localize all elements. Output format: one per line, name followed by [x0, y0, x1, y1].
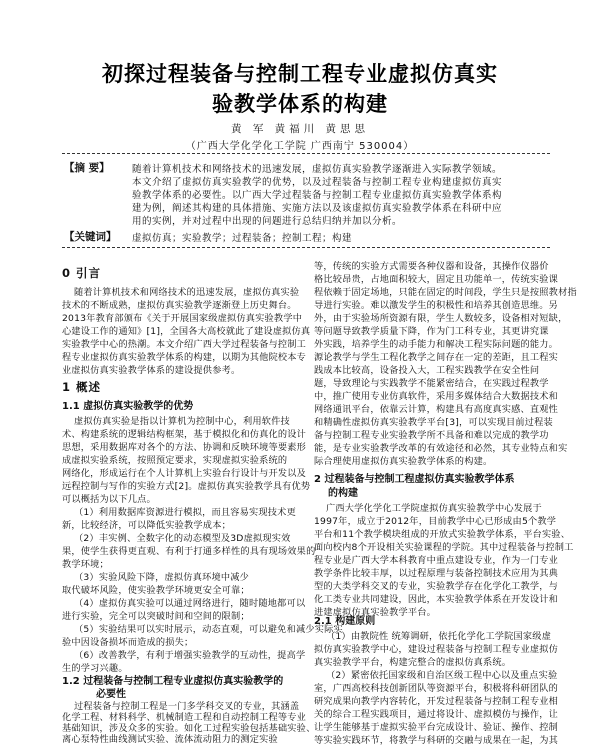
body-line: 研究成果向教学内容转化，开发过程装备与控制工程专业相 — [314, 696, 559, 707]
body-line: 教学条件比较丰厚，以过程原理与装备控制技术应用为其典 — [314, 568, 559, 579]
body-line: 型的大类学科交叉的专业，实验教学存在化学化工教学，与 — [314, 581, 559, 592]
abstract-line: 本文介绍了虚拟仿真实验教学的优势，以及过程装备与控制工程专业构建虚拟仿真实 — [132, 177, 503, 188]
section-heading-overview: 1 概述 — [62, 380, 102, 394]
abstract-box — [62, 153, 550, 248]
body-line: 验中因设备损坏而造成的损失； — [62, 637, 194, 648]
body-line: （2）丰实例、全数字化的动态模型及3D虚拟现实效 — [74, 533, 291, 544]
body-line: 果，使学生获得更直观、有利于打通多样性的具有现场效果的 — [62, 546, 316, 557]
body-line: 程专业虚拟仿真实验教学体系的构建，以期为其他院校本专 — [62, 352, 307, 363]
abstract-line: 验教学体系的必要性。以广西大学过程装备与控制工程专业虚拟仿真实验教学体系构 — [132, 190, 503, 201]
body-line: 随着计算机技术和网络技术的迅速发展，虚拟仿真实验 — [74, 287, 300, 298]
abstract-label: 【摘 要】 — [64, 162, 110, 174]
body-line: 新，比较经济，可以降低实验教学成本； — [62, 520, 231, 531]
body-line: 化工类专业共同建设，因此，本实验教学体系在开发设计和 — [314, 594, 559, 605]
authors: 黄 军 黄福川 黄思思 — [230, 123, 369, 135]
body-line: 际合理使用虚拟仿真实验教学体系的构建。 — [314, 456, 493, 467]
subsection-heading-1-2-cont: 必要性 — [96, 689, 126, 700]
body-line: 备与控制工程专业实验教学所不具备和难以完成的教学功 — [314, 430, 549, 441]
body-line: 关的综合工程实践项目，通过将设计、虚拟模仿与操作，让 — [314, 709, 559, 720]
abstract-line: 建为例，阐述其构建的具体措施、实施方法以及该虚拟仿真实验教学体系在科研中应 — [132, 203, 503, 214]
body-line: 外实践，培养学生的动手能力和解决工程实际问题的能力。 — [314, 339, 559, 350]
body-line: 能，是专业实验教学改革的有效途径和必然，其专业特点和实 — [314, 443, 568, 454]
body-line: 源论教学与学生工程化教学之间存在一定的差距，且工程实 — [314, 352, 559, 363]
body-line: 取代破坏风险，使实验教学环境更安全可靠； — [62, 585, 250, 596]
body-line: 践成本比较高，设备投入大，工程实践教学在安全性问 — [314, 365, 540, 376]
body-line: 实验教学中心的热潮。本文介绍广西大学过程装备与控制工 — [62, 339, 307, 350]
body-line: 程依赖于固定场地，只能在固定的时间段，学生只是按照教材指 — [314, 287, 577, 298]
body-line: 基础知识，涉及众多的实验。如化工过程实验包括基础实验、 — [62, 723, 316, 734]
body-line: 进行实验，完全可以突破时间和空间的限制； — [62, 611, 250, 622]
body-line: 虚拟仿真实验是指以计算机为控制中心，利用软件技 — [74, 416, 290, 427]
section-heading-2-cont: 的构建 — [328, 488, 358, 499]
body-line: 等实验实践环节，将教学与科研的交融与成果在一起，为其 — [314, 735, 559, 746]
body-line: 业虚拟仿真实验教学体系的建设提供参考。 — [62, 365, 241, 376]
body-line: （3）实验风险下降，虚拟仿真环境中减少 — [74, 572, 250, 583]
body-line: （6）改善教学，有利于增强实验教学的互动性，提高学 — [74, 650, 306, 661]
body-line: 室，广西高校科技创新团队等资源平台，积极将科研团队的 — [314, 683, 559, 694]
body-line: 过程装备与控制工程是一门多学科交叉的专业，其涵盖 — [74, 701, 300, 712]
body-line: 拟仿真实验教学中心，建设过程装备与控制工程专业虚拟仿 — [314, 644, 559, 655]
subsection-heading-2-1: 2.1 构建原则 — [314, 616, 376, 627]
body-line: 面向校内8个开设相关实验课程的学院。其中过程装备与控制工 — [314, 542, 574, 553]
keywords: 虚拟仿真；实验教学；过程装备；控制工程；构建 — [132, 233, 353, 244]
body-line: （4）虚拟仿真实验可以通过网络进行，随时随地都可以 — [74, 598, 306, 609]
subsection-heading-1-2: 1.2 过程装备与控制工程专业虚拟仿真实验教学的 — [62, 676, 284, 687]
body-line: 2013年教育部颁布《关于开展国家级虚拟仿真实验教学中 — [62, 313, 303, 324]
abstract-line: 用的实例，并对过程中出现的问题进行总结归纳并加以分析。 — [132, 216, 403, 227]
body-line: 等问题导致教学质量下降，作为门工科专业，其更讲究课 — [314, 326, 549, 337]
body-line: 格比较昂贵，占地面积较大，固定且功能单一，传统实验课 — [314, 274, 559, 285]
body-line: 成虚拟实验系统，按照预定要求，实现虚拟实验系统的 — [62, 455, 288, 466]
body-line: 技术的不断成熟，虚拟仿真实验教学逐渐登上历史舞台。 — [62, 300, 297, 311]
body-line: 术、构建系统的逻辑结构框架，基于模拟化和仿真化的设计 — [62, 429, 307, 440]
body-line: 生的学习兴趣。 — [62, 663, 128, 674]
title-line-2: 验教学体系的构建 — [212, 92, 388, 116]
body-line: 真实验教学平台，构建完整合的虚拟仿真系统。 — [314, 657, 512, 668]
section-heading-intro: 0 引言 — [62, 266, 102, 280]
body-line: 可以概括为以下几点。 — [62, 494, 156, 505]
body-line: （2）紧密依托国家级和自治区级工程中心以及重点实验 — [326, 670, 558, 681]
body-line: 1997年，成立于2012年，目前教学中心已形成由5个教学 — [314, 516, 557, 527]
body-line: 网络化，形成运行在个人计算机上实验台行设计与开发以及 — [62, 468, 307, 479]
subsection-heading-1-1: 1.1 虚拟仿真实验教学的优势 — [62, 401, 194, 412]
affiliation: （广西大学化学化工学院 广西南宁 530004） — [185, 141, 415, 152]
body-line: 让学生能够基于虚拟实验平台完成设计、验证、操作、控制 — [314, 722, 559, 733]
body-line: 离心泵特性曲线测试实验、流体流动阻力的测定实验 — [62, 734, 278, 745]
body-line: 程专业是广西大学本科教育中重点建设专业，作为一门专业 — [314, 555, 559, 566]
section-heading-2: 2 过程装备与控制工程虚拟仿真实验教学体系 — [314, 474, 515, 485]
body-line: （5）实验结果可以实时展示，动态直观，可以避免和减少实际实 — [74, 624, 343, 635]
body-line: 外，由于实验场所资源有限，学生人数较多，设备相对短缺， — [314, 313, 568, 324]
body-line: 题，导致理论与实践教学不能紧密结合，在实践过程教学 — [314, 378, 549, 389]
title-line-1: 初探过程装备与控制工程专业虚拟仿真实 — [102, 62, 498, 86]
body-line: 化学工程、材料科学、机械制造工程和自动控制工程等专业 — [62, 712, 307, 723]
body-line: 心建设工作的通知》[1]，全国各大高校就此了建设虚拟仿真 — [62, 326, 311, 337]
body-line: 远程控制与写作的实验方式[2]。虚拟仿真实验教学具有优势 — [62, 481, 311, 492]
abstract-line: 随着计算机技术和网络技术的迅速发展，虚拟仿真实验教学逐渐进入实际教学领域。 — [132, 164, 503, 175]
body-line: 思想，采用数据库对各个的方法、协调和反映环境等要素形 — [62, 442, 307, 453]
body-line: 和精确性虚拟仿真实验教学平台[3]，可以实现目前过程装 — [314, 417, 553, 428]
keywords-label: 【关键词】 — [64, 231, 117, 243]
body-line: 网络通讯平台，依靠云计算，构建具有高度真实感、直观性 — [314, 404, 559, 415]
body-line: 进建虚拟仿真实验教学平台。 — [314, 607, 437, 618]
body-line: 中，推广使用专业仿真软件，采用多媒体结合大数据技术和 — [314, 391, 559, 402]
body-line: （1）由教院性 统筹调研，依托化学化工学院国家级虚 — [326, 631, 552, 642]
body-line: 教学环境； — [62, 559, 109, 570]
body-line: 平台和11个教学模块组成的开放式实验教学体系，平台实验、 — [314, 529, 571, 540]
body-line: 等，传统的实验方式需要各种仪器和设备，其操作仪器价 — [314, 261, 549, 272]
body-line: 广西大学化学化工学院虚拟仿真实验教学中心发展于 — [326, 503, 542, 514]
body-line: 导进行实验。难以激发学生的积极性和培养其创造思维。另 — [314, 300, 559, 311]
body-line: （1）利用数据库资源进行模拟，而且容易实现技术更 — [74, 507, 296, 518]
